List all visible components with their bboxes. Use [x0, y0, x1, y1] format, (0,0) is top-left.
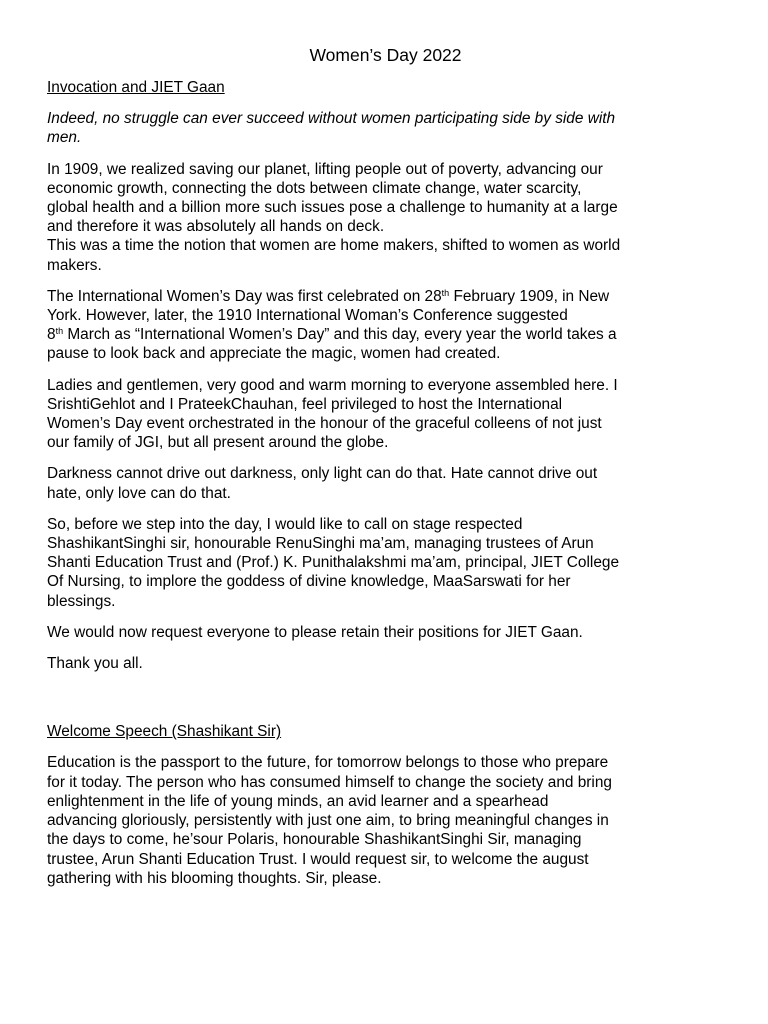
document-title: Women’s Day 2022 [309, 45, 462, 65]
superscript: th [441, 287, 450, 298]
text-line: our family of JGI, but all present around the globe. [47, 434, 389, 452]
paragraph-call-on-stage [47, 515, 724, 611]
text-fragment: February 1909, in New [449, 287, 610, 305]
text-line: Of Nursing, to implore the goddess of divine knowledge, MaaSarswati for her [47, 573, 571, 591]
paragraph-jiet-gaan-request: We would now request everyone to please retain their positions for JIET Gaan. [47, 623, 583, 641]
text-line: trustee, Arun Shanti Education Trust. I would request sir, to welcome the august [47, 850, 589, 868]
text-line: enlightenment in the life of young minds, an avid learner and a spearhead [47, 792, 549, 810]
text-line: ShashikantSinghi sir, honourable RenuSinghi ma’am, managing trustees of Arun [47, 535, 594, 553]
text-line: global health and a billion more such issues pose a challenge to humanity at a large [47, 199, 618, 217]
text-line: the days to come, he’sour Polaris, honourable ShashikantSinghi Sir, managing [47, 831, 582, 849]
text-line: Women’s Day event orchestrated in the honour of the graceful colleens of not just [47, 415, 602, 433]
text-line [47, 287, 724, 306]
text-line: So, before we step into the day, I would like to call on stage respected [47, 515, 523, 533]
paragraph-1909 [47, 160, 724, 275]
text-line: men. [47, 129, 82, 147]
text-fragment: 8 [47, 326, 56, 344]
section-spacer [47, 685, 724, 722]
opening-quote [47, 109, 724, 147]
text-fragment: March as “International Women’s Day” and this day, every year the world takes a [63, 326, 617, 344]
text-line: SrishtiGehlot and I PrateekChauhan, feel privileged to host the International [47, 395, 563, 413]
section-heading-invocation: Invocation and JIET Gaan [47, 79, 225, 96]
text-line: hate, only love can do that. [47, 484, 231, 502]
text-line: and therefore it was absolutely all hands on deck. [47, 218, 385, 236]
text-line: economic growth, connecting the dots between climate change, water scarcity, [47, 179, 582, 197]
text-line: In 1909, we realized saving our planet, lifting people out of poverty, advancing our [47, 160, 603, 178]
superscript: th [55, 326, 64, 337]
paragraph-greeting [47, 376, 724, 453]
text-line: for it today. The person who has consumed himself to change the society and bring [47, 773, 612, 791]
text-line: blessings. [47, 592, 116, 610]
section-heading-welcome-speech: Welcome Speech (Shashikant Sir) [47, 723, 282, 741]
text-line: advancing gloriously, persistently with just one aim, to bring meaningful changes in [47, 812, 609, 830]
text-line: York. However, later, the 1910 International Woman’s Conference suggested [47, 307, 568, 325]
text-line: Ladies and gentlemen, very good and warm morning to everyone assembled here. I [47, 376, 618, 394]
paragraph-welcome-speech [47, 753, 724, 887]
paragraph-womens-day-history [47, 287, 724, 364]
text-line: makers. [47, 256, 102, 274]
paragraph-thank-you: Thank you all. [47, 655, 143, 673]
text-fragment: The International Women’s Day was first celebrated on 28 [47, 287, 442, 305]
text-line: Education is the passport to the future, for tomorrow belongs to those who prepare [47, 754, 609, 772]
text-line: Indeed, no struggle can ever succeed without women participating side by side with [47, 110, 616, 128]
text-line: This was a time the notion that women are home makers, shifted to women as world [47, 237, 621, 255]
text-line: gathering with his blooming thoughts. Sir, please. [47, 869, 382, 887]
text-line: Darkness cannot drive out darkness, only light can do that. Hate cannot drive out [47, 465, 598, 483]
text-line: pause to look back and appreciate the magic, women had created. [47, 345, 501, 363]
text-line [47, 325, 724, 344]
text-line: Shanti Education Trust and (Prof.) K. Punithalakshmi ma’am, principal, JIET College [47, 554, 620, 572]
paragraph-darkness-quote [47, 464, 724, 502]
